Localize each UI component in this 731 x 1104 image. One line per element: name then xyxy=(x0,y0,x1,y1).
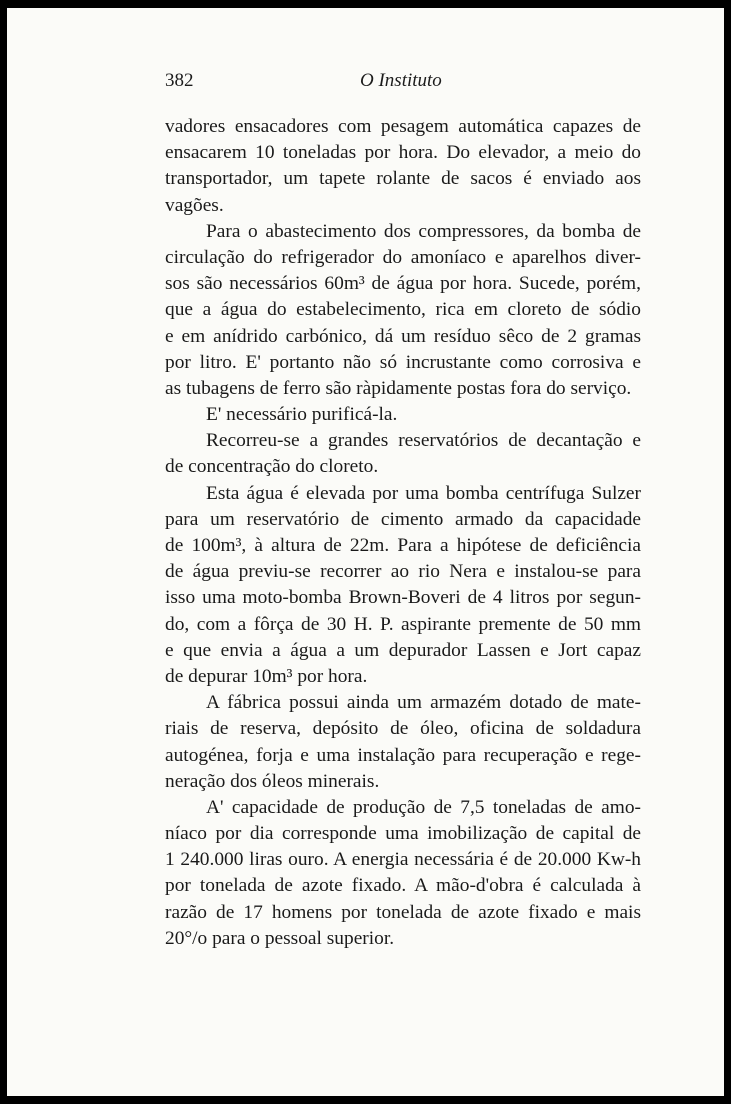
text-line: para um reservatório de cimento armado da capacidade xyxy=(165,508,641,530)
text-line: por litro. E' portanto não só incrustante como corrosiva e xyxy=(165,351,641,373)
page-header xyxy=(165,70,645,100)
text-line: riais de reserva, depósito de óleo, oficina de soldadura xyxy=(165,718,641,740)
text-line: de 100m³, à altura de 22m. Para a hipótese de deficiência xyxy=(165,535,641,556)
text-line: do, com a fôrça de 30 H. P. aspirante premente de 50 mm xyxy=(165,613,641,635)
body-text xyxy=(165,114,641,952)
text-line: de água previu-se recorrer ao rio Nera e instalou-se para xyxy=(165,561,641,583)
text-line: de depurar 10m³ por hora. xyxy=(165,665,368,687)
text-line: vagões. xyxy=(165,194,224,216)
text-line: isso uma moto-bomba Brown-Boveri de 4 litros por segun- xyxy=(165,587,641,609)
text-line: e que envia a água a um depurador Lassen e Jort capaz xyxy=(165,639,641,661)
text-line: E' necessário purificá-la. xyxy=(206,404,398,426)
text-line: ensacarem 10 toneladas por hora. Do elevador, a meio do xyxy=(165,142,641,164)
text-line: razão de 17 homens por tonelada de azote fixado e mais xyxy=(165,901,641,923)
text-line: 20°/o para o pessoal superior. xyxy=(165,927,395,949)
text-line: sos são necessários 60m³ de água por hora. Sucede, porém, xyxy=(165,273,641,295)
text-line: e em anídrido carbónico, dá um resíduo sêco de 2 gramas xyxy=(165,325,641,347)
text-line: Esta água é elevada por uma bomba centrífuga Sulzer xyxy=(206,482,641,504)
text-line: que a água do estabelecimento, rica em cloreto de sódio xyxy=(165,299,641,321)
running-title: O Instituto xyxy=(360,70,442,91)
text-line: vadores ensacadores com pesagem automática capazes de xyxy=(165,116,641,137)
page-number: 382 xyxy=(165,70,194,91)
text-line: Recorreu-se a grandes reservatórios de decantação e xyxy=(206,430,641,452)
text-line: A' capacidade de produção de 7,5 toneladas de amo- xyxy=(206,796,641,818)
text-line: 1 240.000 liras ouro. A energia necessária é de 20.000 Kw-h xyxy=(165,849,641,871)
text-line: autogénea, forja e uma instalação para recuperação e rege- xyxy=(165,744,641,766)
text-line: as tubagens de ferro são ràpidamente postas fora do serviço. xyxy=(165,377,632,399)
text-line: níaco por dia corresponde uma imobilização de capital de xyxy=(165,823,641,845)
text-line: A fábrica possui ainda um armazém dotado de mate- xyxy=(206,692,641,714)
text-line: neração dos óleos minerais. xyxy=(165,770,380,792)
text-line: de concentração do cloreto. xyxy=(165,456,379,478)
book-page xyxy=(7,8,724,1096)
text-line: por tonelada de azote fixado. A mão-d'obra é calculada à xyxy=(165,875,641,897)
text-line: transportador, um tapete rolante de sacos é enviado aos xyxy=(165,168,641,190)
text-line: Para o abastecimento dos compressores, da bomba de xyxy=(206,220,641,242)
text-line: circulação do refrigerador do amoníaco e aparelhos diver- xyxy=(165,246,641,268)
